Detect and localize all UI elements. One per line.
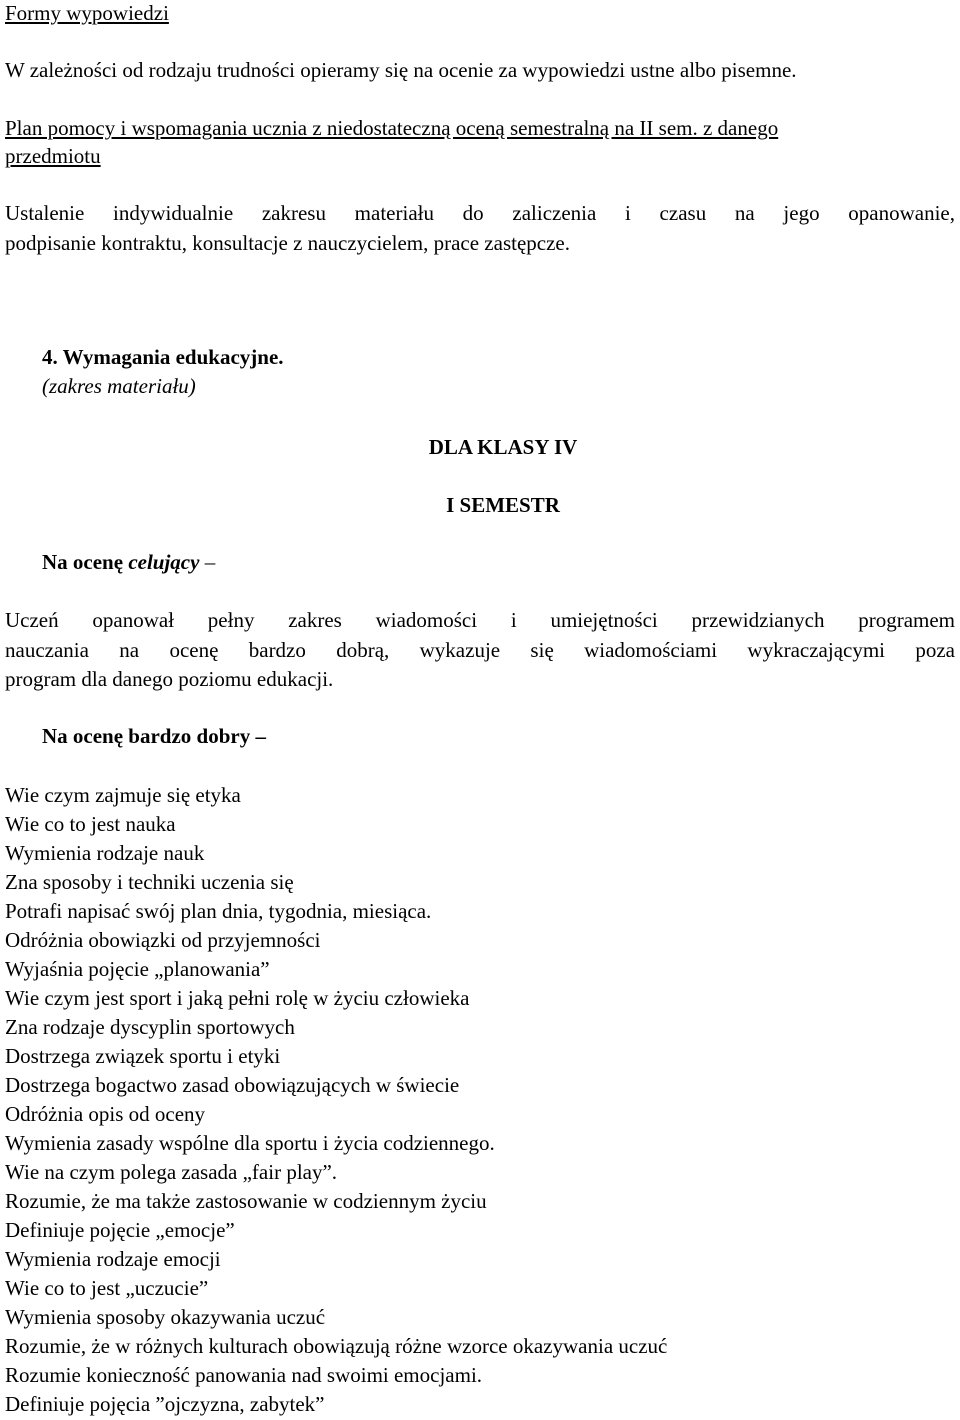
- help-plan-text-line-2: podpisanie kontraktu, konsultacje z nauczycielem, prace zastępcze.: [5, 230, 570, 255]
- grade-excellent-label-prefix: Na ocenę: [42, 550, 129, 574]
- list-item: Wymienia zasady wspólne dla sportu i życia codziennego.: [5, 1131, 495, 1155]
- grade-excellent-label-suffix: –: [199, 550, 216, 574]
- list-item: Wie czym zajmuje się etyka: [5, 783, 241, 807]
- list-item: Dostrzega bogactwo zasad obowiązujących w świecie: [5, 1073, 460, 1097]
- help-plan-heading-line-2: przedmiotu: [5, 144, 101, 168]
- list-item: Zna sposoby i techniki uczenia się: [5, 870, 294, 894]
- list-item: Zna rodzaje dyscyplin sportowych: [5, 1015, 295, 1039]
- document-page: [5, 0, 955, 1420]
- grade-very-good-label: Na ocenę bardzo dobry –: [42, 724, 266, 748]
- help-plan-text-line-1: Ustalenie indywidualnie zakresu materiału do zaliczenia i czasu na jego opanowanie,: [5, 201, 955, 225]
- grade-excellent-text-line-1: Uczeń opanował pełny zakres wiadomości i umiejętności przewidzianych programem: [5, 608, 955, 632]
- list-item: Rozumie konieczność panowania nad swoimi emocjami.: [5, 1363, 483, 1387]
- list-item: Wie na czym polega zasada „fair play”.: [5, 1160, 338, 1184]
- list-item: Dostrzega związek sportu i etyki: [5, 1044, 281, 1068]
- grade-very-good-list: [5, 781, 667, 1419]
- grade-excellent-label: [42, 549, 215, 575]
- list-item: Wyjaśnia pojęcie „planowania”: [5, 957, 270, 981]
- help-plan-heading-line-1: Plan pomocy i wspomagania ucznia z niedostateczną oceną semestralną na II sem. z danego: [5, 116, 779, 140]
- list-item: Rozumie, że ma także zastosowanie w codziennym życiu: [5, 1189, 487, 1213]
- grade-excellent-text-line-3: program dla danego poziomu edukacji.: [5, 667, 334, 691]
- grade-excellent-text-line-2: nauczania na ocenę bardzo dobrą, wykazuje się wiadomościami wykraczającymi poza: [5, 637, 955, 662]
- list-item: Rozumie, że w różnych kulturach obowiązują różne wzorce okazywania uczuć: [5, 1334, 668, 1358]
- requirements-subheading: (zakres materiału): [42, 374, 196, 398]
- forms-text: W zależności od rodzaju trudności opieramy się na ocenie za wypowiedzi ustne albo pisemne.: [5, 58, 797, 82]
- list-item: Wie co to jest nauka: [5, 812, 176, 836]
- list-item: Potrafi napisać swój plan dnia, tygodnia, miesiąca.: [5, 899, 432, 923]
- forms-heading: Formy wypowiedzi: [5, 1, 169, 25]
- list-item: Odróżnia opis od oceny: [5, 1102, 206, 1126]
- help-plan-text: [5, 199, 955, 258]
- grade-excellent-label-grade: celujący: [128, 550, 200, 574]
- list-item: Definiuje pojęcie „emocje”: [5, 1218, 235, 1242]
- requirements-heading: 4. Wymagania edukacyjne.: [42, 345, 284, 369]
- list-item: Definiuje pojęcia ”ojczyzna, zabytek”: [5, 1392, 325, 1416]
- class-title: DLA KLASY IV: [428, 435, 578, 459]
- grade-excellent-text: [5, 606, 955, 695]
- list-item: Wymienia rodzaje emocji: [5, 1247, 221, 1271]
- list-item: Wymienia rodzaje nauk: [5, 841, 205, 865]
- list-item: Odróżnia obowiązki od przyjemności: [5, 928, 321, 952]
- list-item: Wymienia sposoby okazywania uczuć: [5, 1305, 326, 1329]
- list-item: Wie czym jest sport i jaką pełni rolę w życiu człowieka: [5, 986, 470, 1010]
- list-item: Wie co to jest „uczucie”: [5, 1276, 209, 1300]
- semester-title: I SEMESTR: [446, 493, 560, 517]
